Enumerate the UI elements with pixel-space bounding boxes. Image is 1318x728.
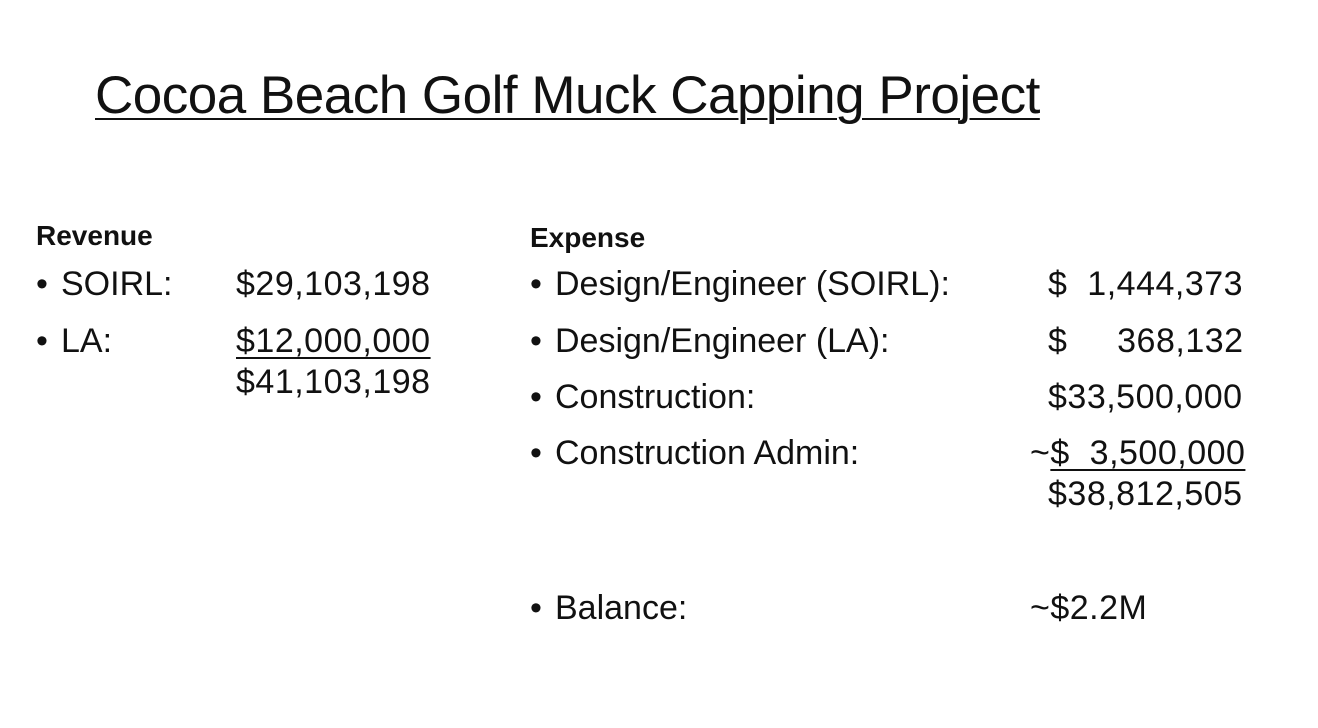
revenue-item-la [36,321,112,361]
expense-item-amount [1030,433,1245,473]
expense-item-amount: $33,500,000 [1048,378,1243,416]
slide-title: Cocoa Beach Golf Muck Capping Project [95,66,1040,125]
expense-item-construction-admin [530,433,859,473]
bullet: • [36,322,48,360]
expense-total: $38,812,505 [1048,475,1243,513]
expense-heading: Expense [530,222,646,253]
bullet: • [36,265,48,303]
revenue-total: $41,103,198 [236,363,431,401]
balance-label: Balance: [555,589,688,627]
revenue-item-amount: $29,103,198 [236,265,431,303]
balance-item [530,588,687,628]
bullet: • [530,265,542,303]
revenue-item-soirl [36,264,172,304]
expense-item-label: Design/Engineer (LA): [555,322,890,360]
bullet: • [530,378,542,416]
bullet: • [530,589,542,627]
expense-item-label: Construction: [555,378,756,416]
expense-item-amount: $ 368,132 [1048,322,1244,360]
expense-item-label: Design/Engineer (SOIRL): [555,265,950,303]
expense-item-label: Construction Admin: [555,434,860,472]
bullet: • [530,322,542,360]
balance-amount: ~$2.2M [1030,589,1148,627]
revenue-item-label: SOIRL: [61,265,173,303]
revenue-item-amount: $12,000,000 [236,322,431,360]
expense-item-construction [530,377,755,417]
revenue-item-label: LA: [61,322,113,360]
expense-item-design-soirl [530,264,950,304]
expense-item-design-la [530,321,890,361]
revenue-heading: Revenue [36,220,153,251]
bullet: • [530,434,542,472]
expense-item-amount: $ 1,444,373 [1048,265,1244,303]
approx-prefix: ~ [1030,434,1051,472]
expense-item-amount-value: $ 3,500,000 [1050,434,1246,472]
